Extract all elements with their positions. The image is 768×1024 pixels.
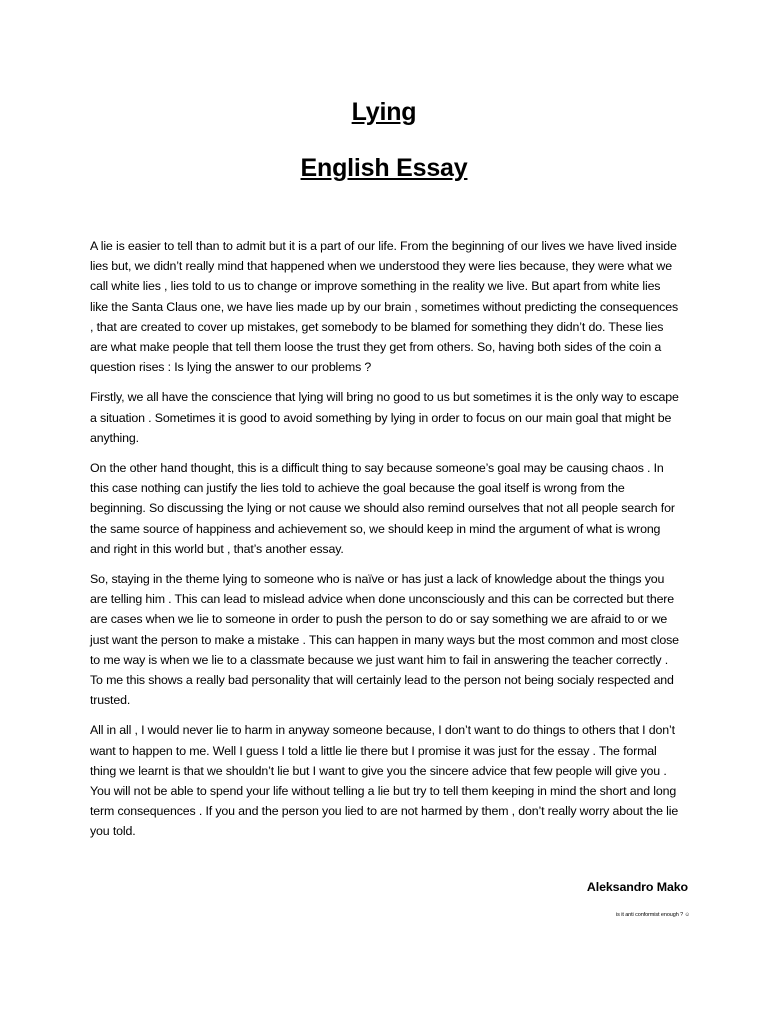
paragraph: A lie is easier to tell than to admit but it is a part of our life. From the beginning of our lives we have lived inside lies but, we didn’t really mind that happened when we understood they were lies because, they were what we call white lies , lies told to us to change or improve something in the reality we live. But apart from white lies like the Santa Claus one, we have lies made up by our brain , sometimes without predicting the consequences , that are created to cover up mistakes, get somebody to be blamed for something they didn’t do. These lies are what make people that tell them loose the trust they get from others. So, having both sides of the coin a question rises : Is lying the answer to our problems ? bbox=[90, 239, 678, 375]
paragraph: Firstly, we all have the conscience that lying will bring no good to us but sometimes it is the only way to escape a situation . Sometimes it is good to avoid something by lying in order to focus on our main goal that might be anything. bbox=[90, 390, 679, 445]
document-title: Lying bbox=[351, 98, 417, 126]
author-signature: Aleksandro Mako bbox=[586, 880, 688, 894]
paragraph: On the other hand thought, this is a difficult thing to say because someone’s goal may be causing chaos . In this case nothing can justify the lies told to achieve the goal because the goal itself is wrong from the beginning. So discussing the lying or not cause we should also remind ourselves that not all people search for the same source of happiness and achievement so, we should keep in mind the argument of what is wrong and right in this world but , that’s another essay. bbox=[90, 461, 675, 556]
footnote: is it anti conformist enough ? ☺ bbox=[616, 912, 690, 918]
paragraph: So, staying in the theme lying to someone who is naïve or has just a lack of knowledge about the things you are telling him . This can lead to mislead advice when done unconsciously and this can be corrected but there are cases when we lie to someone in order to push the person to do or say something we are afraid to or we just want the person to make a mistake . This can happen in many ways but the most common and most close to me way is when we lie to a classmate because we just want him to fail in answering the teacher correctly . To me this shows a really bad personality that will certainly lead to the person not being socialy respected and trusted. bbox=[90, 572, 679, 708]
paragraph: All in all , I would never lie to harm in anyway someone because, I don’t want to do things to others that I don’t want to happen to me. Well I guess I told a little lie there but I promise it was just for the essay . The formal thing we learnt is that we shouldn’t lie but I want to give you the sincere advice that few people will give you . You will not be able to spend your life without telling a lie but try to tell them keeping in mind the short and long term consequences . If you and the person you lied to are not harmed by them , don’t really worry about the lie you told. bbox=[90, 723, 679, 839]
document-subtitle: English Essay bbox=[300, 154, 468, 182]
essay-body bbox=[90, 236, 680, 852]
